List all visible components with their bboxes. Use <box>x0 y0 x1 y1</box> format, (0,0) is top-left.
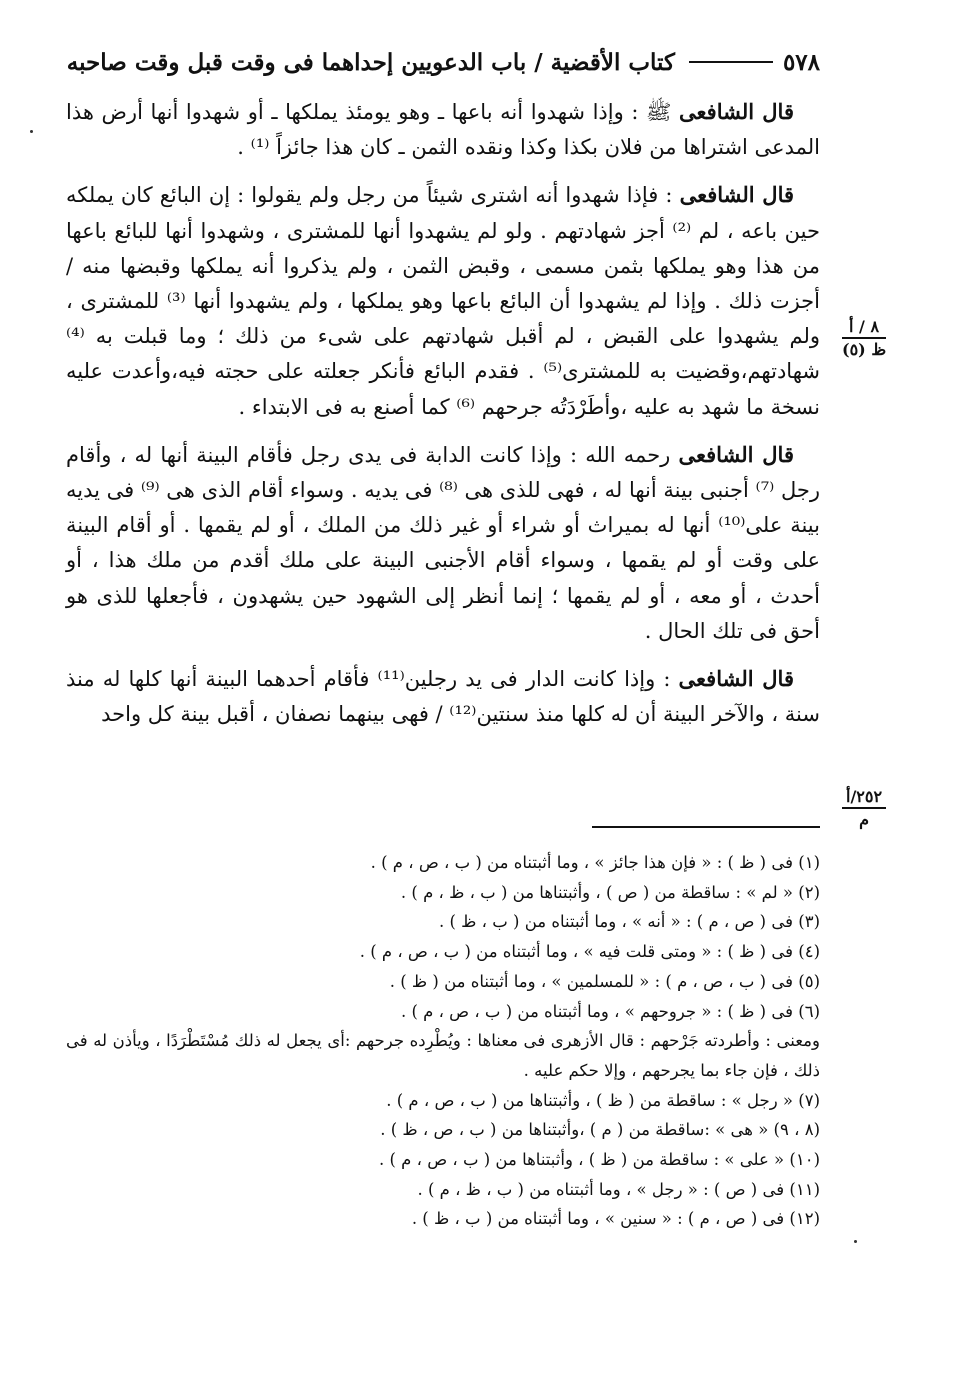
running-header <box>66 42 820 82</box>
margin-note-folio: ٨ / أ <box>842 318 886 339</box>
paragraph-text: : فإذا شهدوا أنه اشترى شيئاً من رجل ولم يقولوا : إن البائع كان يملكه حين باعه ، لم ⁽²⁾ أجز شهادتهم . ولو لم يشهدوا أنها للمشترى ، وشهدوا أنها للبائع باعها من هذا وهو يملكها بثمن مسمى ، وقبض الثمن ، ولم يذكروا أنه يملكها وقبضها منه / أجزت ذلك . وإذا لم يشهدوا أن البائع باعها وهو يملكها ، ولم يشهدوا أنها ⁽³⁾ للمشترى ، ولم يشهدوا على القبض ، لم أقبل شهادتهم على شىء من ذلك ؛ وما قبلت به ⁽⁴⁾ شهادتهم،وقضيت به للمشترى⁽⁵⁾ . فقدم البائع فأنكر جعلته على حجته فيه،وأعدت عليه نسخة ما شهد به عليه ،وأطَرْدَتُه جرحهم ⁽⁶⁾ كما أصنع به فى الابتداء . <box>66 183 821 419</box>
paragraph <box>66 661 820 732</box>
paragraph-text: رحمه الله : وإذا كانت الدابة فى يدى رجل فأقام البينة أنها له ، وأقام رجل ⁽⁷⁾ أجنبى بينة أنها له ، فهى للذى هى ⁽⁸⁾ فى يديه . وسواء أقام الذى هى ⁽⁹⁾ فى يديه بينة على⁽¹⁰⁾ أنها له بميراث أو شراء أو غير ذلك من الملك ، أو لم يقمها . أو أقام البينة على وقت أو لم يقمها ، وسواء أقام الأجنبى البينة على ملك أقدم من ملك هذا ، أو أحدث ، أو معه ، أو لم يقمها ؛ إنما أنظر إلى الشهود حين يشهدون ، فأجعلها للذى هو أحق فى تلك الحال . <box>66 442 821 643</box>
paragraph-text: ﷺ : وإذا شهدوا أنه باعها ـ وهو يومئذ يملكها ـ أو شهدوا أنها أرض هذا المدعى اشتراها من فلان بكذا وكذا ونقده الثمن ـ كان هذا جائزاً ⁽¹⁾ . <box>66 100 820 160</box>
margin-note <box>842 788 886 829</box>
speaker-label: قال الشافعى <box>678 666 794 692</box>
speaker-label: قال الشافعى <box>679 182 795 208</box>
footnote: (٧) « رجل » : ساقطة من ( ظ ) ، وأثبتناها من ( ب ، ص ، م ) . <box>386 1090 820 1110</box>
header-rule <box>689 61 773 63</box>
footnote: (٨ ، ٩) « هى » :ساقطة من ( م ) ،وأثبتناها من ( ب ، ص ، ظ ) . <box>380 1120 820 1140</box>
footnote: (١١) فى ( ص ) : « رجل » ، وما أثبتناه من ( ب ، ظ ، م ) . <box>417 1179 820 1199</box>
margin-note-manuscript: م <box>859 810 869 829</box>
paragraph <box>66 94 820 165</box>
footnote: (٢) « لم » : ساقطة من ( ص ) ، وأثبتناها من ( ب ، ظ ، م ) . <box>400 882 820 902</box>
speaker-label: قال الشافعى <box>679 99 794 124</box>
margin-note-manuscript: ظ (٥) <box>842 340 887 359</box>
footnote: (٤) فى ( ظ ) : « ومتى قلت فيه » ، وما أثبتناه من ( ب ، ص ، م ) . <box>359 942 820 962</box>
footnote-comment: ومعنى : وأطردته جَرْحهم : قال الأزهرى فى معناها : ويُطْرِده جرحهم :أى يجعل له ذلك مُسْتَطْرَدًا ، ويأذن له فى ذلك ، فإن جاء بما يجرحهم ، وإلا حكم عليه . <box>66 1031 820 1080</box>
scan-speck <box>30 130 33 133</box>
page-number: ٥٧٨ <box>782 48 820 76</box>
footnote: (٦) فى ( ظ ) : « جروحهم » ، وما أثبتناه من ( ب ، ص ، م ) . <box>400 1001 820 1021</box>
main-text <box>66 94 820 744</box>
paragraph <box>66 177 820 424</box>
margin-note <box>842 318 886 359</box>
running-title: كتاب الأقضية / باب الدعويين إحداهما فى وقت قبل وقت صاحبه <box>66 48 675 76</box>
paragraph <box>66 437 820 649</box>
footnote-separator <box>592 826 820 828</box>
footnote: (١) فى ( ظ ) : « فإن هذا جائز » ، وما أثبتناه من ( ب ، ص ، م ) . <box>370 853 820 872</box>
margin-note-folio: ٢٥٢/أ <box>842 788 886 809</box>
footnote: (٥) فى ( ب ، ص ، م ) : « للمسلمين » ، وما أثبتناه من ( ظ ) . <box>389 971 820 991</box>
footnote: (٣) فى ( ص ، م ) : « أنه » ، وما أثبتناه من ( ب ، ظ ) . <box>438 912 820 932</box>
paragraph-text: : وإذا كانت الدار فى يد رجلين⁽¹¹⁾ فأقام أحدهما البينة أنها كلها له منذ سنة ، والآخر البينة أن له كلها منذ سنتين⁽¹²⁾ / فهى بينهما نصفان ، أقبل بينة كل واحد <box>66 667 820 727</box>
speaker-label: قال الشافعى <box>678 441 794 467</box>
footnotes <box>66 848 820 1234</box>
scan-speck <box>854 1240 857 1243</box>
footnote: (١٢) فى ( ص ، م ) : « سنين » ، وما أثبتناه من ( ب ، ظ ) . <box>411 1209 820 1229</box>
footnote: (١٠) « على » : ساقطة من ( ظ ) ، وأثبتناها من ( ب ، ص ، م ) . <box>379 1150 820 1170</box>
